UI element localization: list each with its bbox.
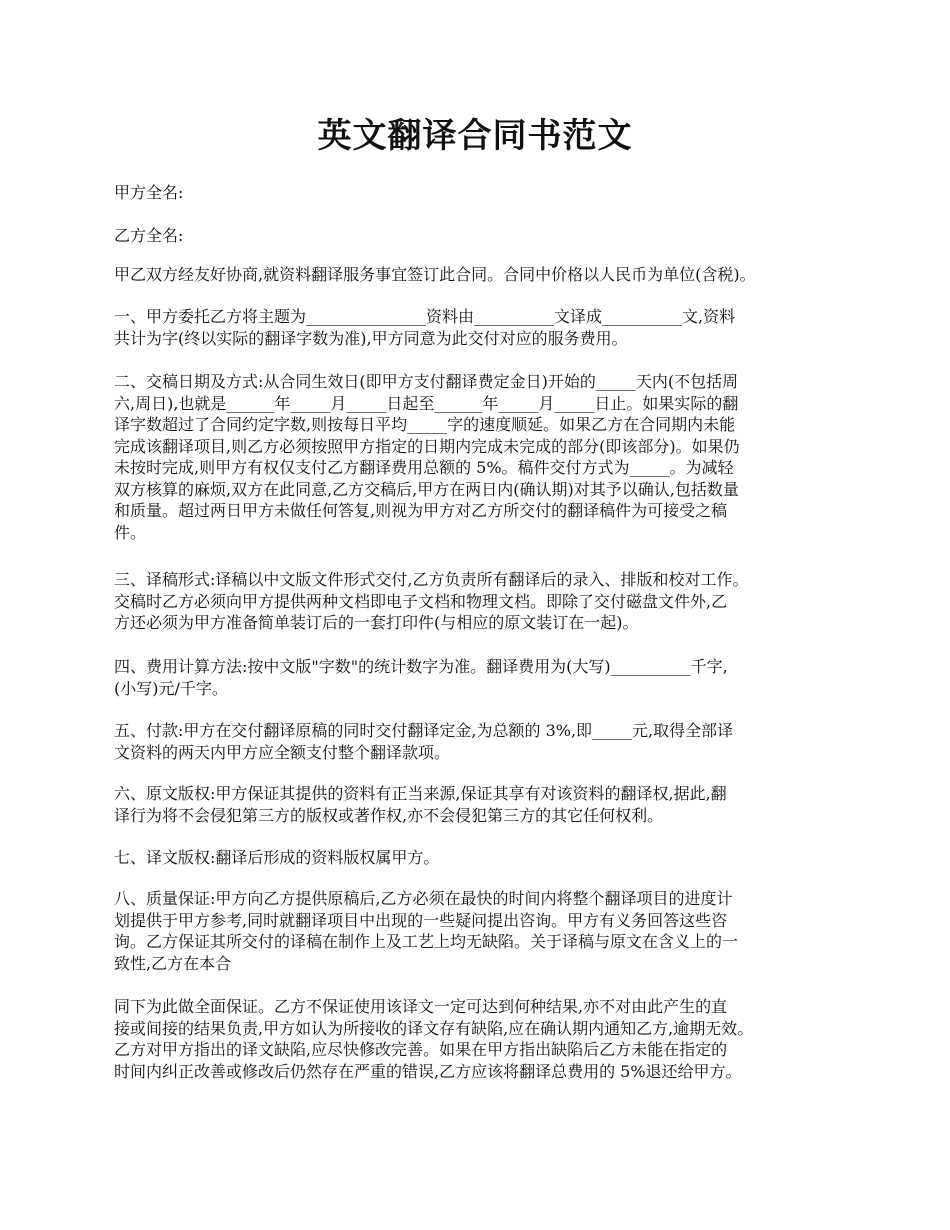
clause-line: 译字数超过了合同约定字数,则按每日平均_____字的速度顺延。如果乙方在合同期内未能 (114, 415, 736, 434)
party-b-name: 乙方全名: (114, 226, 184, 245)
clause-line: 七、译文版权:翻译后形成的资料版权属甲方。 (114, 848, 440, 867)
clause-line: (小写)元/千字。 (114, 678, 228, 698)
clause-line: 交稿时乙方必须向甲方提供两种文档即电子文档和物理文档。即除了交付磁盘文件外,乙 (114, 591, 728, 611)
clause-line: 二、交稿日期及方式:从合同生效日(即甲方支付翻译费定金日)开始的_____天内(不包括周 (114, 372, 739, 391)
clause-line: 译行为将不会侵犯第三方的版权或著作权,亦不会侵犯第三方的其它任何权利。 (114, 805, 664, 825)
clause-line: 询。乙方保证其所交付的译稿在制作上及工艺上均无缺陷。关于译稿与原文在含义上的一 (114, 932, 739, 951)
clause-6 (114, 783, 859, 826)
contract-intro (114, 264, 874, 286)
clause-line: 乙方对甲方指出的译文缺陷,应尽快修改完善。如果在甲方指出缺陷后乙方未能在指定的 (114, 1040, 728, 1059)
clause-line: 八、质量保证:甲方向乙方提供原稿后,乙方必须在最快的时间内将整个翻译项目的进度计 (114, 889, 733, 908)
clause-8-continued (114, 996, 874, 1082)
clause-line: 未按时完成,则甲方有权仅支付乙方翻译费用总额的 5%。稿件交付方式为_____。为减轻 (114, 458, 734, 477)
clause-line: 六、原文版权:甲方保证其提供的资料有正当来源,保证其享有对该资料的翻译权,据此,翻 (114, 784, 727, 803)
clause-line: 五、付款:甲方在交付翻译原稿的同时交付翻译定金,为总额的 3%,即_____元,取得全部译 (114, 721, 734, 740)
clause-line: 三、译稿形式:译稿以中文版文件形式交付,乙方负责所有翻译后的录入、排版和校对工作。 (114, 570, 749, 589)
clause-line: 一、甲方委托乙方将主题为_______________资料由__________文译成__________文,资料 (114, 307, 736, 326)
intro-line: 甲乙双方经友好协商,就资料翻译服务事宜签订此合同。合同中价格以人民币为单位(含税)。 (114, 265, 756, 284)
party-a-name: 甲方全名: (114, 183, 184, 202)
clause-line: 六,周日),也就是______年_____月_____日起至______年_____月_____日止。如果实际的翻 (114, 393, 739, 413)
clause-line: 和质量。超过两日甲方未做任何答复,则视为甲方对乙方所交付的翻译稿件为可接受之稿 (114, 501, 728, 520)
clause-line: 接或间接的结果负责,甲方如认为所接收的译文存有缺陷,应在确认期内通知乙方,逾期无效。 (114, 1018, 754, 1038)
clause-line: 共计为字(终以实际的翻译字数为准),甲方同意为此交付对应的服务费用。 (114, 328, 628, 348)
clause-line: 方还必须为甲方准备简单装订后的一套打印件(与相应的原文装订在一起)。 (114, 613, 639, 632)
clause-1 (114, 306, 859, 349)
clause-line: 件。 (114, 522, 147, 542)
clause-5 (114, 720, 859, 763)
clause-3 (114, 569, 874, 634)
clause-4 (114, 656, 859, 699)
document-title: 英文翻译合同书范文 (317, 116, 633, 156)
clause-line: 双方核算的麻烦,双方在此同意,乙方交稿后,甲方在两日内(确认期)对其予以确认,包括数量 (114, 479, 739, 499)
clause-7 (114, 847, 859, 869)
clause-line: 完成该翻译项目,则乙方必须按照甲方指定的日期内完成未完成的部分(即该部分)。如果仍 (114, 436, 740, 456)
clause-2 (114, 371, 859, 543)
clause-line: 文资料的两天内甲方应全额支付整个翻译款项。 (114, 742, 451, 762)
clause-line: 时间内纠正改善或修改后仍然存在严重的错误,乙方应该将翻译总费用的 5%退还给甲方。 (114, 1061, 742, 1081)
clause-line: 致性,乙方在本合 (114, 953, 232, 973)
clause-line: 划提供于甲方参考,同时就翻译项目中出现的一些疑问提出咨询。甲方有义务回答这些咨 (114, 910, 728, 930)
clause-line: 四、费用计算方法:按中文版"字数"的统计数字为准。翻译费用为(大写)__________千字, (114, 657, 728, 676)
clause-line: 同下为此做全面保证。乙方不保证使用该译文一定可达到何种结果,亦不对由此产生的直 (114, 997, 728, 1016)
clause-8 (114, 888, 859, 974)
